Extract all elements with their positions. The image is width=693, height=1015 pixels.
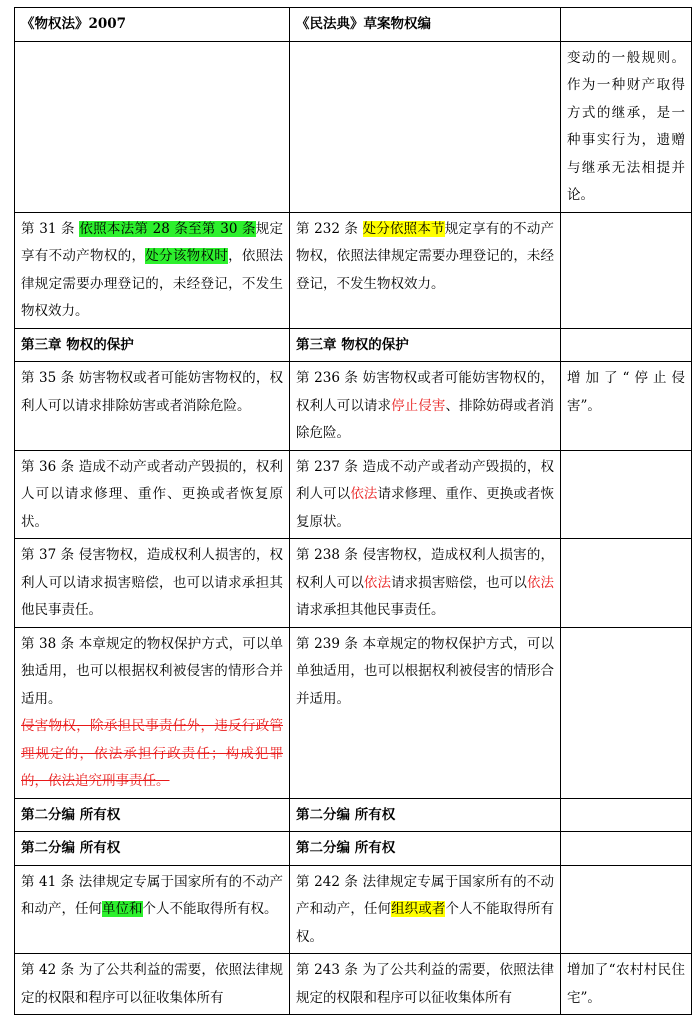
note-cell: 增加了“停止侵害”。 xyxy=(561,362,692,451)
old-article-cell xyxy=(15,41,290,212)
article-text: ，依照法律规定需要办理登记的，未经登记，不发生物权效力。 xyxy=(21,248,284,319)
article-text: 第 242 条 法律规定专属于国家所有的不动产和动产，任何 xyxy=(296,873,554,917)
table-row xyxy=(15,865,692,954)
old-article-31 xyxy=(15,212,290,328)
article-text: 个人不能取得所有权。 xyxy=(296,901,555,945)
old-article-42: 第 42 条 为了公共利益的需要，依照法律规定的权限和程序可以征收集体所有 xyxy=(15,954,290,1015)
part-title-new: 第二分编 所有权 xyxy=(290,798,561,832)
note-cell xyxy=(561,539,692,628)
highlight-text: 处分该物权时 xyxy=(145,248,229,264)
old-article-38 xyxy=(15,627,290,798)
new-article-cell xyxy=(290,41,561,212)
new-article-238 xyxy=(290,539,561,628)
highlight-text: 处分依照本节 xyxy=(362,220,445,237)
section-title-old: 第三章 物权的保护 xyxy=(15,328,290,362)
article-text: 请求损害赔偿，也可以 xyxy=(391,574,527,591)
new-article-242 xyxy=(290,865,561,954)
table-row xyxy=(15,539,692,628)
new-article-232 xyxy=(290,212,561,328)
note-cell xyxy=(561,832,692,866)
note-cell xyxy=(561,450,692,539)
article-text: 、排除妨碍或者消除危险。 xyxy=(296,397,555,441)
part-title-old: 第二分编 所有权 xyxy=(15,832,290,866)
highlight-text: 依照本法第 28 条至第 30 条 xyxy=(79,220,256,237)
article-text: 第 41 条 法律规定专属于国家所有的不动产和动产，任何 xyxy=(21,873,283,917)
added-text: 依法 xyxy=(350,486,378,502)
note-cell xyxy=(561,212,692,328)
article-text: 第 38 条 本章规定的物权保护方式，可以单独适用，也可以根据权利被侵害的情形合并适用。 xyxy=(21,635,283,707)
added-text: 停止侵害 xyxy=(391,397,446,414)
header-new-law: 《民法典》草案物权编 xyxy=(290,8,561,42)
note-cell xyxy=(561,865,692,954)
new-article-237 xyxy=(290,450,561,539)
added-text: 依法 xyxy=(363,574,392,591)
old-article-35: 第 35 条 妨害物权或者可能妨害物权的，权利人可以请求排除妨害或者消除危险。 xyxy=(15,362,290,451)
article-number: 第 232 条 xyxy=(296,220,363,237)
table-row xyxy=(15,954,692,1015)
part-title-new: 第二分编 所有权 xyxy=(290,832,561,866)
old-article-41 xyxy=(15,865,290,954)
old-article-36: 第 36 条 造成不动产或者动产毁损的，权利人可以请求修理、重作、更换或者恢复原状。 xyxy=(15,450,290,539)
article-text: 请求承担其他民事责任。 xyxy=(296,602,445,618)
section-title-new: 第三章 物权的保护 xyxy=(290,328,561,362)
table-row xyxy=(15,41,692,212)
law-comparison-table xyxy=(14,7,692,1015)
header-note xyxy=(561,8,692,42)
article-text: 个人不能取得所有权。 xyxy=(142,901,278,917)
article-text: 规定享有不动产物权的， xyxy=(21,220,283,264)
table-row xyxy=(15,627,692,798)
article-text: 请求修理、重作、更换或者恢复原状。 xyxy=(296,486,555,530)
header-row xyxy=(15,8,692,42)
article-text: 第 237 条 造成不动产或者动产毁损的，权利人可以 xyxy=(296,458,554,502)
part-row xyxy=(15,798,692,832)
added-text: 依法 xyxy=(526,574,555,591)
deleted-text: 侵害物权，除承担民事责任外，违反行政管理规定的，依法承担行政责任；构成犯罪的，依法追究刑事责任。 xyxy=(21,718,283,789)
note-cell: 增加了“农村村民住宅”。 xyxy=(561,954,692,1015)
note-cell xyxy=(561,328,692,362)
new-article-239: 第 239 条 本章规定的物权保护方式，可以单独适用，也可以根据权利被侵害的情形合并适用。 xyxy=(290,627,561,798)
new-article-236 xyxy=(290,362,561,451)
section-row xyxy=(15,328,692,362)
highlight-text: 单位和 xyxy=(102,901,143,917)
old-article-37: 第 37 条 侵害物权，造成权利人损害的，权利人可以请求损害赔偿，也可以请求承担其他民事责任。 xyxy=(15,539,290,628)
highlight-text: 组织或者 xyxy=(391,901,446,917)
note-cell xyxy=(561,627,692,798)
article-text: 第 236 条 妨害物权或者可能妨害物权的，权利人可以请求 xyxy=(296,370,554,414)
table-row xyxy=(15,212,692,328)
article-text: 规定享有的不动产物权，依照法律规定需要办理登记的，未经登记，不发生物权效力。 xyxy=(296,220,555,292)
comparison-page xyxy=(14,7,691,1015)
table-row xyxy=(15,362,692,451)
new-article-243: 第 243 条 为了公共利益的需要，依照法律规定的权限和程序可以征收集体所有 xyxy=(290,954,561,1015)
article-text: 第 238 条 侵害物权，造成权利人损害的，权利人可以 xyxy=(296,547,554,591)
note-cell: 变动的一般规则。作为一种财产取得方式的继承，是一种事实行为，遗赠与继承无法相提并论。 xyxy=(561,41,692,212)
note-cell xyxy=(561,798,692,832)
article-number: 第 31 条 xyxy=(21,220,80,237)
part-row xyxy=(15,832,692,866)
header-old-law: 《物权法》2007 xyxy=(15,8,290,42)
table-row xyxy=(15,450,692,539)
part-title-old: 第二分编 所有权 xyxy=(15,798,290,832)
